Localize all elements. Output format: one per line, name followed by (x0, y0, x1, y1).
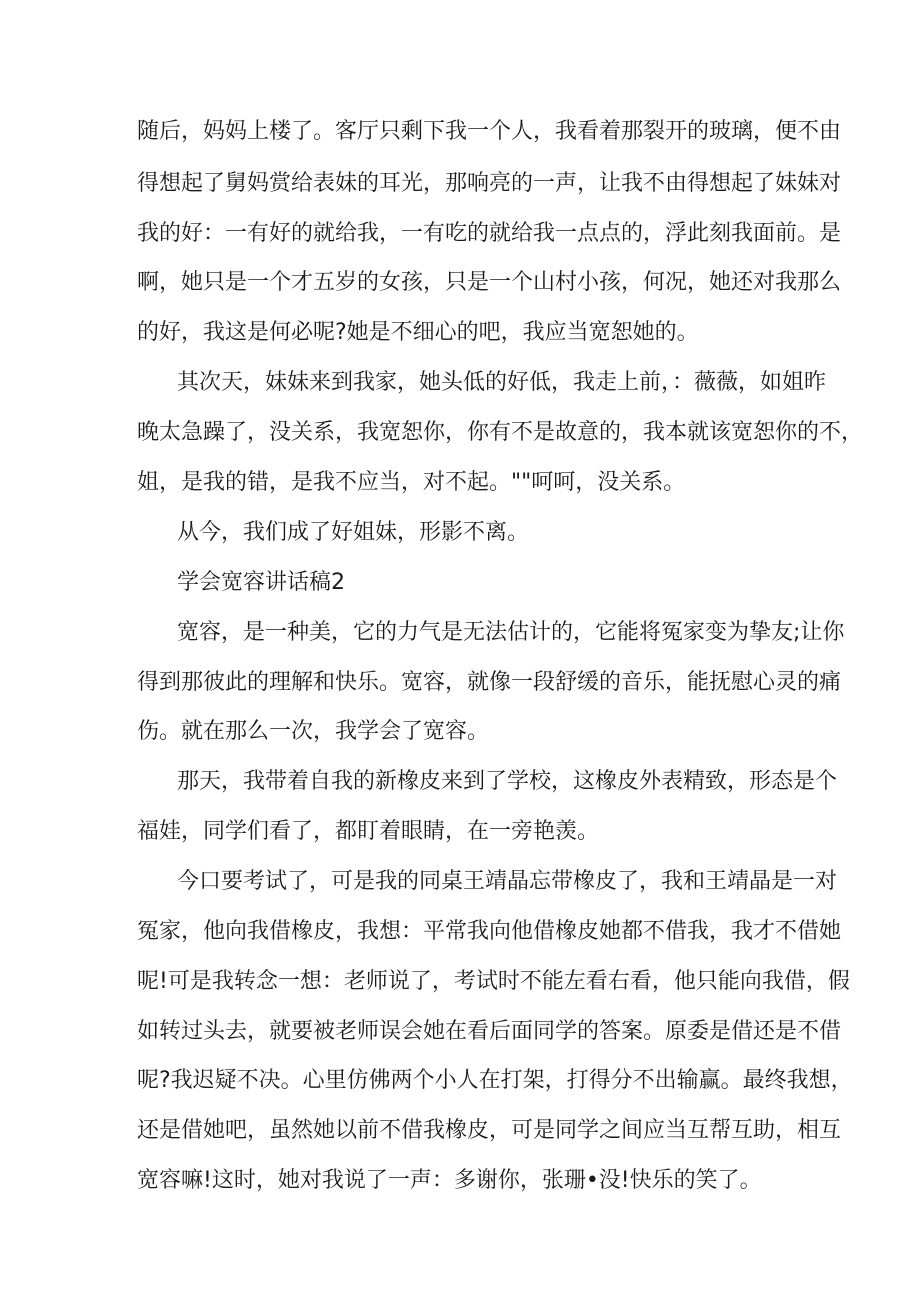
text-line: 啊，她只是一个才五岁的女孩，只是一个山村小孩，何况，她还对我那么 (137, 270, 842, 295)
text-line: 宽容嘛!这时，她对我说了一声：多谢你，张珊•没!快乐的笑了。 (137, 1168, 762, 1193)
text-line: 伤。就在那么一次，我学会了宽容。 (137, 719, 490, 744)
text-line: 晚太急躁了，没关系，我宽恕你，你有不是故意的，我本就该宽恕你的不， (137, 420, 864, 445)
text-line: 还是借她吧，虽然她以前不借我橡皮，可是同学之间应当互帮互助，相互 (137, 1118, 842, 1143)
text-line: 福娃，同学们看了，都盯着眼睛，在一旁艳羡。 (137, 819, 600, 844)
text-line: 其次天，妹妹来到我家，她头低的好低，我走上前，：薇薇，如姐昨 (177, 370, 827, 395)
text-line: 冤家，他向我借橡皮，我想：平常我向他借橡皮她都不借我，我才不借她 (137, 919, 842, 944)
text-line: 今口要考试了，可是我的同桌王靖晶忘带橡皮了，我和王靖晶是一对 (177, 869, 838, 894)
text-line: 那天，我带着自我的新橡皮来到了学校，这橡皮外表精致，形态是个 (177, 769, 838, 794)
text-line: 从今，我们成了好姐妹，形影不离。 (177, 520, 530, 545)
text-line: 我的好：一有好的就给我，一有吃的就给我一点点的，浮此刻我面前。是 (137, 221, 842, 246)
text-line: 姐，是我的错，是我不应当，对不起。""呵呵，没关系。 (137, 470, 686, 495)
text-line: 呢!可是我转念一想：老师说了，考试时不能左看右看，他只能向我借，假 (137, 969, 850, 994)
text-line: 如转过头去，就要被老师误会她在看后面同学的答案。原委是借还是不借 (137, 1019, 842, 1044)
text-line: 随后，妈妈上楼了。客厅只剩下我一个人，我看着那裂开的玻璃，便不由 (137, 119, 842, 144)
section-heading: 学会宽容讲话稿2 (177, 570, 345, 595)
text-line: 的好，我这是何必呢?她是不细心的吧，我应当宽恕她的。 (137, 320, 699, 345)
text-line: 呢?我迟疑不决。心里仿佛两个小人在打架，打得分不出输赢。最终我想， (137, 1068, 853, 1093)
text-line: 宽容，是一种美，它的力气是无法估计的，它能将冤家变为挚友;让你 (177, 620, 845, 645)
text-line: 得到那彼此的理解和快乐。宽容，就像一段舒缓的音乐，能抚慰心灵的痛 (137, 670, 842, 695)
text-line: 得想起了舅妈赏给表妹的耳光，那响亮的一声，让我不由得想起了妹妹对 (137, 171, 842, 196)
